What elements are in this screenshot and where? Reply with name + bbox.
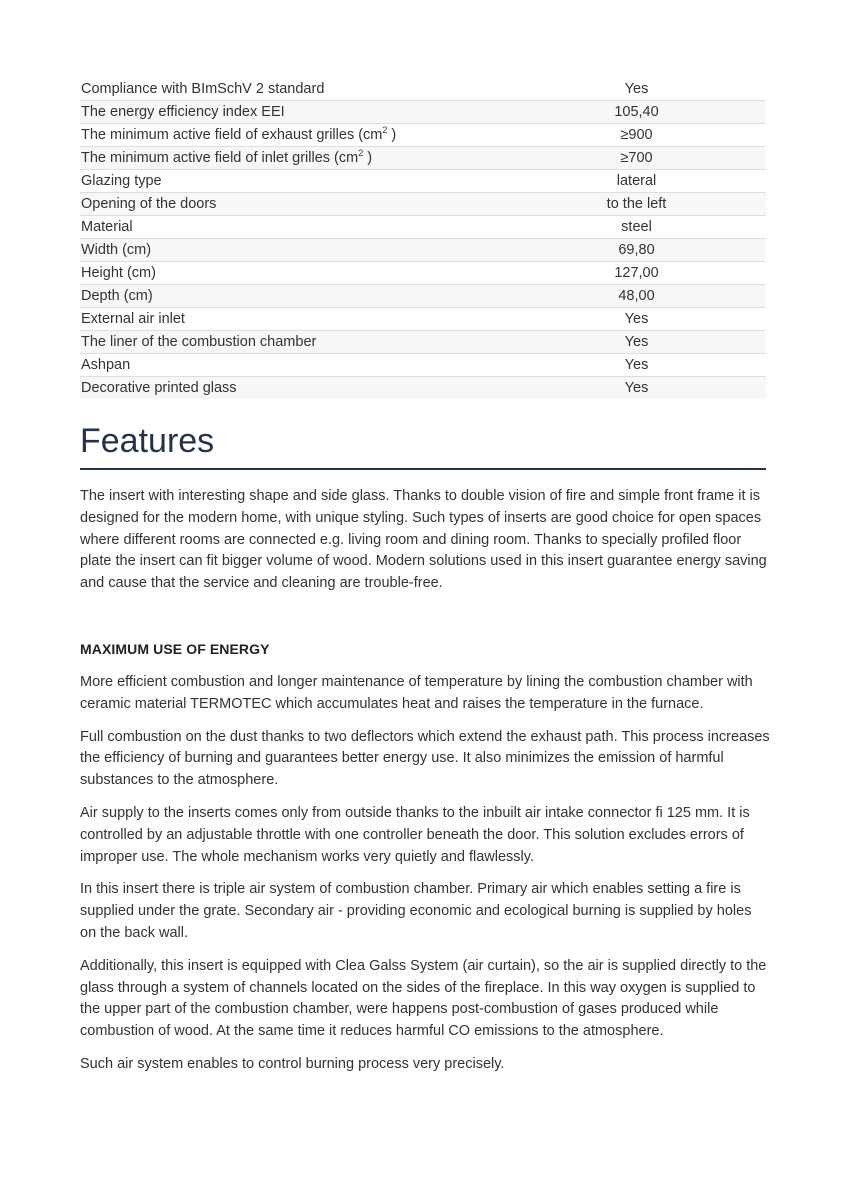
spec-row <box>80 193 766 216</box>
spec-label: Width (cm) <box>80 239 507 262</box>
intro-paragraph: The insert with interesting shape and side glass. Thanks to double vision of fire and simple front frame it is designed for the modern home, with unique styling. Such types of inserts are good choice for open spaces where different rooms are connected e.g. living room and dining room. Thanks to specially profiled floor plate the insert can fit bigger volume of wood. Modern solutions used in this insert guarantee energy saving and cause that the service and cleaning are trouble-free. <box>80 488 767 592</box>
spec-label: Opening of the doors <box>80 193 507 216</box>
features-heading: Features <box>80 418 766 470</box>
spec-label: The liner of the combustion chamber <box>80 331 507 354</box>
body-paragraph: More efficient combustion and longer maintenance of temperature by lining the combustion chamber with ceramic material TERMOTEC which accumulates heat and raises the temperature in the furnace. <box>80 674 753 712</box>
spec-row <box>80 331 766 354</box>
spec-value: 105,40 <box>507 101 766 124</box>
spec-value: Yes <box>507 377 766 400</box>
spec-row <box>80 354 766 377</box>
spec-value: Yes <box>507 354 766 377</box>
spec-row <box>80 216 766 239</box>
spec-row <box>80 170 766 193</box>
spec-label-suffix: ) <box>387 127 397 143</box>
spec-label: Depth (cm) <box>80 285 507 308</box>
spec-row <box>80 377 766 400</box>
spec-label: Ashpan <box>80 354 507 377</box>
spec-value: 69,80 <box>507 239 766 262</box>
body-paragraph: In this insert there is triple air system of combustion chamber. Primary air which enables setting a fire is supplied under the grate. Secondary air - providing economic and ecological burning is supplied by holes on the back wall. <box>80 881 752 941</box>
spec-label-text: The minimum active field of inlet grilles (cm <box>81 150 359 166</box>
spec-value: to the left <box>507 193 766 216</box>
spec-row <box>80 239 766 262</box>
spec-value: steel <box>507 216 766 239</box>
features-details <box>80 672 770 1087</box>
spec-value: 127,00 <box>507 262 766 285</box>
spec-label <box>80 124 507 147</box>
spec-label: Material <box>80 216 507 239</box>
spec-label-suffix: ) <box>363 150 373 166</box>
spec-label: Glazing type <box>80 170 507 193</box>
spec-row <box>80 308 766 331</box>
spec-label: The energy efficiency index EEI <box>80 101 507 124</box>
spec-value: Yes <box>507 331 766 354</box>
spec-row <box>80 262 766 285</box>
spec-value: lateral <box>507 170 766 193</box>
unit-superscript: 2 <box>382 125 388 135</box>
spec-label: Compliance with BImSchV 2 standard <box>80 78 507 101</box>
spec-row <box>80 78 766 101</box>
body-paragraph: Full combustion on the dust thanks to two deflectors which extend the exhaust path. This process increases the efficiency of burning and guarantees better energy use. It also minimizes the emission of harmful substances to the atmosphere. <box>80 728 770 789</box>
spec-value: ≥900 <box>507 124 766 147</box>
spec-row <box>80 124 766 147</box>
spec-label <box>80 147 507 170</box>
body-paragraph: Additionally, this insert is equipped with Clea Galss System (air curtain), so the air is supplied directly to the glass through a system of channels located on the sides of the fireplace. In this way oxygen is supplied to the upper part of the combustion chamber, were happens post-combustion of gases produced while combustion of wood. At the same time it reduces harmful CO emissions to the atmosphere. <box>80 957 767 1040</box>
features-intro <box>80 486 770 606</box>
spec-label: External air inlet <box>80 308 507 331</box>
spec-row <box>80 147 766 170</box>
section-subheading: MAXIMUM USE OF ENERGY <box>80 641 270 657</box>
spec-value: Yes <box>507 78 766 101</box>
spec-row <box>80 285 766 308</box>
spec-label-text: The minimum active field of exhaust grilles (cm <box>81 127 383 143</box>
spec-value: Yes <box>507 308 766 331</box>
spec-row <box>80 101 766 124</box>
body-paragraph: Air supply to the inserts comes only from outside thanks to the inbuilt air intake connector fi 125 mm. It is controlled by an adjustable throttle with one controller beneath the door. This solution excludes errors of improper use. The whole mechanism works very quietly and flawlessly. <box>80 804 750 865</box>
spec-value: ≥700 <box>507 147 766 170</box>
specifications-table <box>80 78 766 399</box>
spec-value: 48,00 <box>507 285 766 308</box>
spec-label: Height (cm) <box>80 262 507 285</box>
spec-label: Decorative printed glass <box>80 377 507 400</box>
unit-superscript: 2 <box>358 148 364 158</box>
body-paragraph: Such air system enables to control burning process very precisely. <box>80 1055 505 1072</box>
